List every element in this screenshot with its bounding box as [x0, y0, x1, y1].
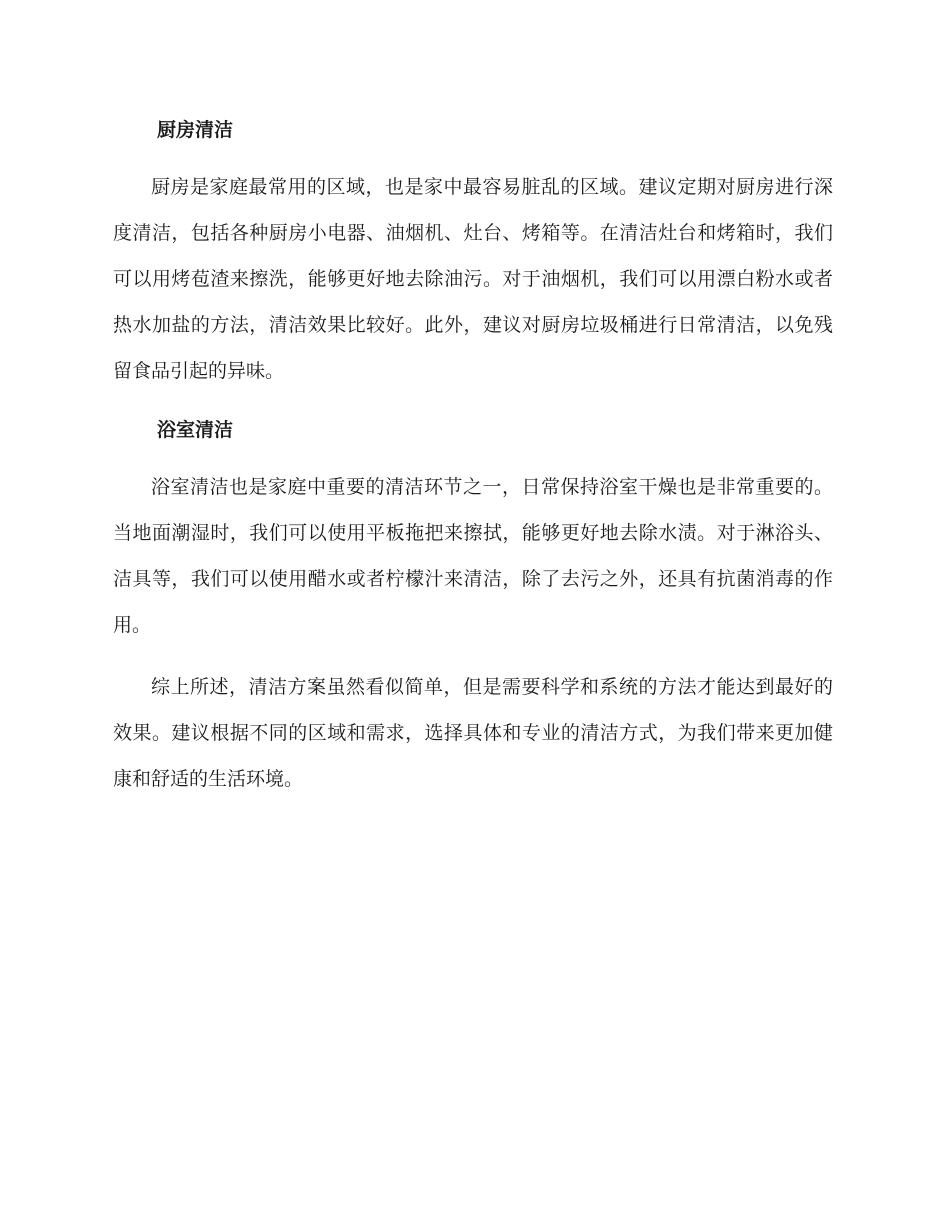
paragraph-bathroom: 浴室清洁也是家庭中重要的清洁环节之一，日常保持浴室干燥也是非常重要的。当地面潮湿时，我们可以使用平板拖把来擦拭，能够更好地去除水渍。对于淋浴头、洁具等，我们可以使用醋水或者柠檬汁来清洁，除了去污之外，还具有抗菌消毒的作用。: [113, 476, 833, 636]
spacer: [113, 394, 833, 412]
section-heading-kitchen: 厨房清洁: [157, 119, 234, 141]
paragraph-conclusion: 综上所述，清洁方案虽然看似简单，但是需要科学和系统的方法才能达到最好的效果。建议根据不同的区域和需求，选择具体和专业的清洁方式，为我们带来更加健康和舒适的生活环境。: [113, 676, 833, 790]
paragraph-kitchen: 厨房是家庭最常用的区域，也是家中最容易脏乱的区域。建议定期对厨房进行深度清洁，包括各种厨房小电器、油烟机、灶台、烤箱等。在清洁灶台和烤箱时，我们可以用烤苞渣来擦洗，能够更好地去除油污。对于油烟机，我们可以用漂白粉水或者热水加盐的方法，清洁效果比较好。此外，建议对厨房垃圾桶进行日常清洁，以免残留食品引起的异味。: [113, 176, 833, 382]
spacer: [113, 648, 833, 664]
spacer: [113, 148, 833, 164]
section-heading-bathroom: 浴室清洁: [157, 419, 234, 441]
document-page: [113, 112, 833, 802]
spacer: [113, 448, 833, 464]
